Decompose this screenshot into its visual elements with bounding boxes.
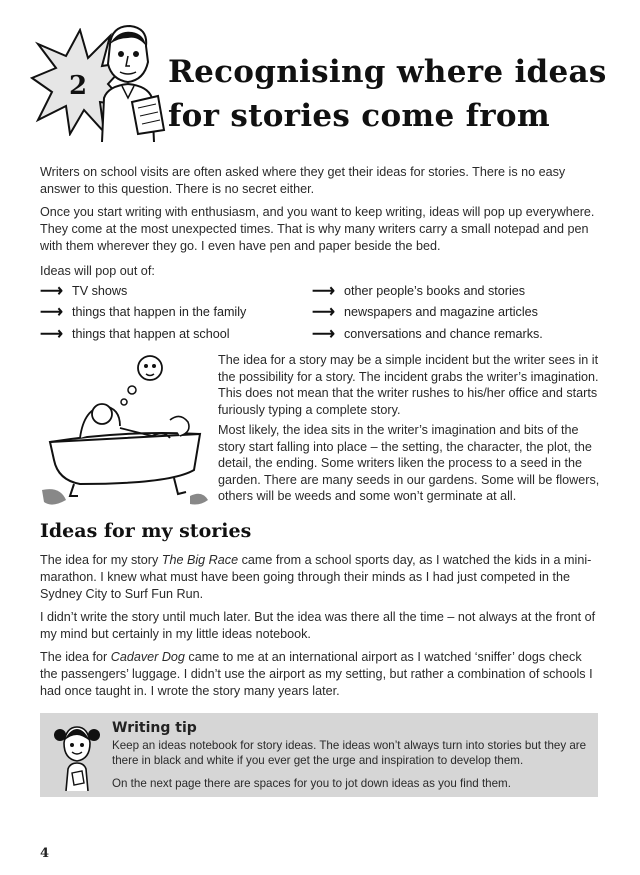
- title-line-2: for stories come from: [168, 98, 550, 134]
- text-span: came from a school sports day, as I watched the kids in a mini-marathon. I knew what must have been going through their minds as I had just competed in the Sydney City to Surf Fun Run.: [40, 553, 592, 601]
- intro-paragraph-3: Ideas will pop out of:: [40, 264, 155, 278]
- writing-tip-box: [40, 713, 598, 797]
- right-arrow-icon: ⟶: [40, 304, 63, 322]
- story-paragraph-3: [40, 649, 600, 700]
- tip-paragraph-1: Keep an ideas notebook for story ideas. The ideas won’t always turn into stories but they are there in black and white if you ever get the urge and inspiration to develop them.: [112, 739, 587, 767]
- list-item: [312, 302, 582, 324]
- text-span: came to me at an international airport as I watched ‘sniffer’ dogs check the passengers’ luggage. I didn’t use the airport as my setting, but rather a combination of schools I had once taught in. I wrote the story many years later.: [40, 650, 593, 698]
- right-arrow-icon: ⟶: [312, 325, 335, 343]
- story-paragraph-2: I didn’t write the story until much later. But the idea was there all the time – not always at the front of my mind but certainly in my little ideas notebook.: [40, 610, 596, 641]
- bath-paragraph-1: The idea for a story may be a simple incident but the writer sees in it the possibility for a story. The incident grabs the writer’s imagination. This does not mean that the writer rushes to his/her office and starts furiously typing a complete story.: [218, 353, 599, 417]
- text-span: The idea for: [40, 650, 111, 664]
- chapter-number: 2: [68, 71, 88, 101]
- list-item: [312, 323, 582, 345]
- ideas-list-left: [40, 280, 310, 345]
- tip-paragraph-2: On the next page there are spaces for you to jot down ideas as you find them.: [112, 777, 511, 790]
- intro-paragraph-2: Once you start writing with enthusiasm, and you want to keep writing, ideas will pop up everywhere. They come at the most unexpected times. That is why many writers carry a small notepad and pen with them wherever they go. I even have pen and paper beside the bed.: [40, 205, 595, 253]
- man-reading-illustration: [88, 22, 166, 142]
- my-stories-section: [40, 552, 600, 706]
- right-arrow-icon: ⟶: [40, 325, 63, 343]
- man-in-bath-illustration: [40, 350, 210, 510]
- page-number: 4: [40, 846, 50, 861]
- list-item-label: conversations and chance remarks.: [344, 326, 543, 341]
- girl-illustration: [52, 721, 102, 791]
- bath-section-text: [218, 352, 600, 509]
- book-title: The Big Race: [161, 553, 239, 567]
- list-item-label: TV shows: [72, 283, 128, 298]
- list-item: [312, 280, 582, 302]
- list-item: [40, 323, 310, 345]
- right-arrow-icon: ⟶: [312, 304, 335, 322]
- page-header: [0, 0, 640, 150]
- book-title: Cadaver Dog: [110, 650, 185, 664]
- intro-section: [40, 164, 600, 286]
- list-item: [40, 280, 310, 302]
- title-line-1: Recognising where ideas: [168, 54, 607, 90]
- right-arrow-icon: ⟶: [312, 282, 335, 300]
- page-title: [168, 50, 607, 138]
- tip-title: Writing tip: [112, 720, 197, 736]
- ideas-list-right: [312, 280, 582, 345]
- section-heading: Ideas for my stories: [40, 520, 252, 542]
- list-item-label: other people’s books and stories: [344, 283, 526, 298]
- tip-text: [112, 738, 588, 799]
- story-paragraph-1: [40, 552, 600, 603]
- list-item-label: things that happen in the family: [72, 305, 247, 320]
- right-arrow-icon: ⟶: [40, 282, 63, 300]
- list-item-label: newspapers and magazine articles: [344, 305, 538, 320]
- list-item-label: things that happen at school: [72, 326, 230, 341]
- bath-paragraph-2: Most likely, the idea sits in the writer’s imagination and bits of the story start falling into place – the setting, the character, the plot, the detail, the ending. Some writers liken the process to a seed in the garden. There are many seeds in our gardens. Some will be flowers, others will be weeds and some won’t germinate at all.: [218, 423, 600, 503]
- list-item: [40, 302, 310, 324]
- intro-paragraph-1: Writers on school visits are often asked where they get their ideas for stories. There is no easy answer to this question. There is no secret either.: [40, 165, 566, 196]
- text-span: The idea for my story: [40, 553, 162, 567]
